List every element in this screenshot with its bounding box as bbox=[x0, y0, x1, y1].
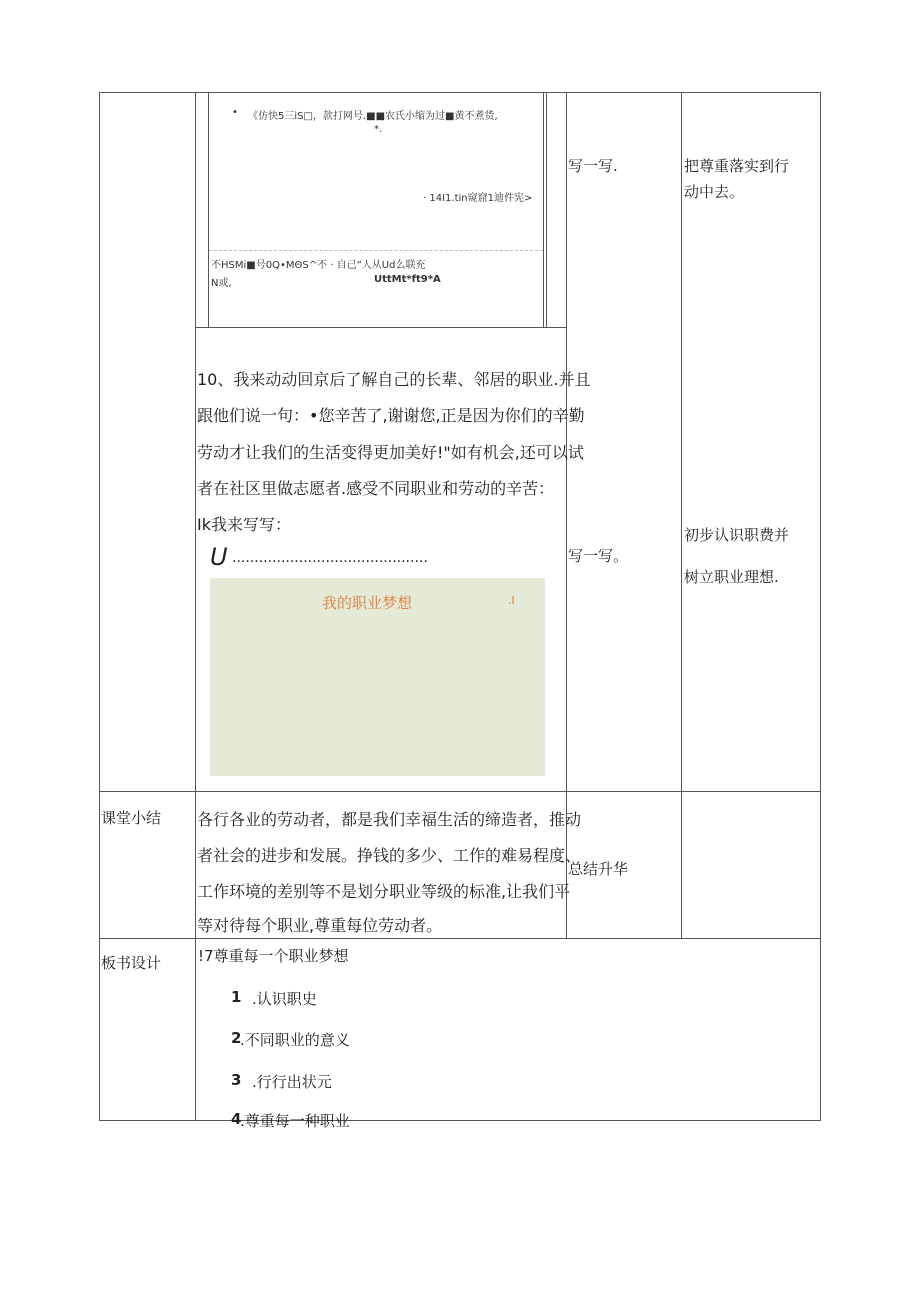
board-item-4-text: .尊重每一种职业 bbox=[240, 1112, 350, 1130]
row1-activity: 写一写. bbox=[568, 157, 618, 175]
board-item-3-text: .行行出状元 bbox=[252, 1073, 332, 1091]
table-right-border bbox=[820, 92, 821, 1121]
inner-bullet: • bbox=[232, 107, 238, 118]
row4-top-border bbox=[99, 938, 821, 939]
row3-top-border bbox=[99, 791, 821, 792]
row2-content-line4: 者在社区里做志愿者.感受不同职业和劳动的辛苦： bbox=[197, 479, 555, 498]
table-bottom-border bbox=[99, 1120, 821, 1121]
board-item-4-num: 4 bbox=[231, 1110, 242, 1128]
board-item-1-num: 1 bbox=[231, 988, 242, 1006]
row1-purpose-line2: 动中去。 bbox=[684, 183, 745, 201]
row1-purpose-line1: 把尊重落实到行 bbox=[684, 157, 790, 175]
board-title: !7尊重每一个职业梦想 bbox=[198, 947, 349, 965]
row2-u-mark: U bbox=[210, 543, 228, 571]
row3-content-line4: 等对待每个职业,尊重每位劳动者。 bbox=[197, 916, 443, 935]
inner-text-line4a: N或, bbox=[211, 278, 232, 289]
board-item-3-num: 3 bbox=[231, 1071, 242, 1089]
row3-label: 课堂小结 bbox=[101, 809, 162, 827]
career-dream-title: 我的职业梦想 bbox=[322, 594, 413, 612]
board-item-4-clip bbox=[228, 1108, 428, 1130]
row2-write-label: Ik我来写写： bbox=[197, 515, 291, 534]
inner-text-line2: · 14I1.tin窥窟1迪件宪> bbox=[423, 193, 533, 204]
row2-content-line3: 劳动才让我们的生活变得更加美好!"如有机会,还可以试 bbox=[197, 443, 584, 462]
board-item-2-num: 2 bbox=[231, 1029, 242, 1047]
inner-text-line3: 不HSMi■号0Q•MΘS^不 · 自己”人从Ud么联充 bbox=[211, 260, 426, 271]
row2-top-border bbox=[195, 327, 566, 328]
inner-text-star: *. bbox=[374, 124, 383, 135]
row4-label: 板书设计 bbox=[101, 954, 162, 972]
inner-dashed-divider bbox=[209, 250, 543, 251]
board-item-1-text: .认识职史 bbox=[252, 990, 317, 1008]
row3-content-line3: 工作环境的差别等不是划分职业等级的标准,让我们平 bbox=[197, 882, 571, 901]
row3-content-line1: 各行各业的劳动者，都是我们幸福生活的缔造者，推动 bbox=[197, 810, 582, 829]
row2-content-line1: 10、我来动动回京后了解自己的长辈、邻居的职业.并且 bbox=[197, 370, 591, 389]
table-left-border bbox=[99, 92, 100, 1121]
inner-left-border bbox=[208, 92, 209, 328]
row2-activity: 写一写。 bbox=[568, 547, 629, 565]
row3-content-line2: 者社会的进步和发展。挣钱的多少、工作的难易程度、 bbox=[197, 846, 582, 865]
board-item-2-text: .不同职业的意义 bbox=[240, 1031, 350, 1049]
row2-content-line2: 跟他们说一句：•您辛苦了,谢谢您,正是因为你们的辛勤 bbox=[197, 406, 585, 425]
row2-dotted-line: ............................................ bbox=[232, 550, 428, 566]
inner-right-border-b bbox=[546, 92, 547, 328]
row2-purpose-line1: 初步认识职费并 bbox=[684, 526, 790, 544]
inner-text-line1: 《仿快5三iS□，款打网号.■■农氏小缩为过■黄不煮货, bbox=[248, 111, 498, 122]
label-column-border bbox=[195, 92, 196, 1121]
career-dream-mark: .I bbox=[508, 594, 515, 607]
row3-activity: 总结升华 bbox=[568, 860, 629, 878]
inner-right-border-a bbox=[543, 92, 544, 328]
activity-column-border bbox=[681, 92, 682, 939]
row2-purpose-line2: 树立职业理想. bbox=[684, 568, 779, 586]
inner-text-line4b: UttMt*ft9*A bbox=[374, 274, 441, 285]
